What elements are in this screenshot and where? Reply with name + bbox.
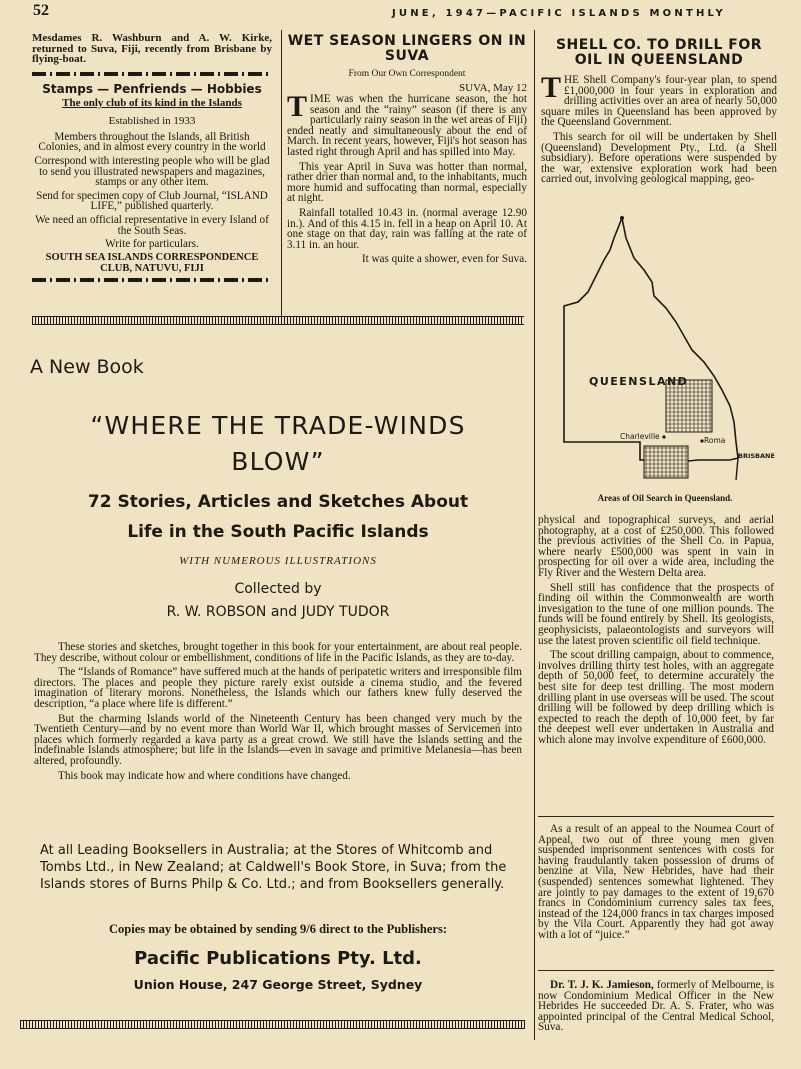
- book-title: [32, 408, 524, 480]
- divider-short: [538, 970, 774, 971]
- book-description: [34, 642, 522, 785]
- book-title-line1: “WHERE THE TRADE-WINDS: [90, 411, 466, 440]
- noumea-p1: As a result of an appeal to the Noumea Court of Appeal, two out of three young men given suspended imprisonment sentences with costs for having fraudulantly taken possession of drums of benzine at Vila, New Hebrides, have had their (suspended) sentences somewhat lightened. They are jointly to pay damages to the extent of 19,670 francs in Condominium currency sales tax fees, instead of the 124,000 francs in tax charges imposed by the Vila Court. Apparently they had got away with a lot of “juice.”: [538, 823, 774, 941]
- ad-title: Stamps — Penfriends — Hobbies: [42, 81, 262, 96]
- column-rule: [534, 30, 535, 1040]
- book-collected-by: Collected by: [234, 581, 322, 597]
- wet-season-body: [287, 90, 527, 266]
- shell-p4: Shell still has confidence that the prospects of finding oil within the Commonwealth are worth invesigation to the tune of one million pounds. The funds will be found entirely by Shell. Its geologists, geophysicists, palaeontologists and surveyors will use the latest proven scientific oil field technique.: [538, 581, 774, 647]
- book-subtitle: [32, 487, 524, 547]
- book-kicker: A New Book: [30, 356, 144, 378]
- map-label-charleville: Charleville: [620, 432, 660, 441]
- book-address: Union House, 247 George Street, Sydney: [133, 977, 423, 992]
- page-number: 52: [33, 2, 49, 19]
- club-text-representative: We need an official representative in every Island of the South Seas.: [35, 213, 269, 237]
- jamieson-lead: Dr. T. J. K. Jamieson,: [550, 979, 654, 991]
- divider-short: [538, 816, 774, 817]
- book-illustrations: WITH NUMEROUS ILLUSTRATIONS: [179, 555, 377, 567]
- wet-season-p1: IME was when the hurricane season, the hot season and the “rainy” season (if there is any particularly rainy season in the wet areas of Fiji) ended neatly and simultaneously about the end of March. In recent years, however, Fiji's hot season has lasted right through April and has spilled into May.: [287, 93, 527, 158]
- left-top-column: [32, 33, 272, 282]
- book-subtitle-line1: 72 Stories, Articles and Sketches About: [87, 492, 469, 512]
- map-label-roma: Roma: [704, 436, 726, 445]
- coast-line: [736, 458, 738, 480]
- shell-body-bottom: [538, 515, 774, 749]
- map-label-queensland: QUEENSLAND: [589, 375, 689, 388]
- jamieson-p1: formerly of Melbourne, is now Condominium Medical Officer in the New Hebrides He succeeded Dr. A. S. Frater, who was appointed principal of the Central Medical School, Suva.: [538, 979, 774, 1034]
- cape-york-dot: [620, 216, 624, 220]
- queensland-map: [560, 210, 785, 510]
- shell-p5: The scout drilling campaign, about to commence, involves drilling thirty test holes, with an aggregate depth of 50,000 feet, to determine accurately the best site for deep test drilling. The most modern drilling plant in use overseas will be used. The scout drilling will be followed by deep drilling which is expected to reach the depth of 10,000 feet, by far the deepest well ever undertaken in Australia and which alone may involve expenditure of £600,000.: [538, 649, 774, 746]
- search-area-south: [644, 446, 688, 478]
- book-stockists: At all Leading Booksellers in Australia; at the Stores of Whitcomb and Tombs Ltd., in New Zealand; at Caldwell's Book Store, in Suva; from the Islands stores of Burns Philp & Co. Ltd.; and from Booksellers generally.: [40, 843, 507, 892]
- club-text-members: Members throughout the Islands, all British Colonies, and in almost every country in the world: [38, 130, 266, 154]
- drop-cap: T: [541, 71, 562, 104]
- section-divider: [32, 316, 524, 325]
- shell-p3: physical and topographical surveys, and aerial photography, at a cost of £250,000. This followed the previous activities of the Shell Co. in Papua, where nearly £500,000 was spent in vain in prospecting for oil over a wide area, including the Fly River and the Western Delta area.: [538, 514, 774, 579]
- jamieson-article: [538, 980, 774, 1037]
- notice-washburn: Mesdames R. Washburn and A. W. Kirke, returned to Suva, Fiji, recently from Brisbane by flying-boat.: [32, 32, 272, 66]
- bottom-divider: [20, 1020, 525, 1029]
- drop-cap: T: [287, 90, 308, 123]
- book-p3: But the charming Islands world of the Nineteenth Century has been changed very much by the Twentieth Century—and by no event more than World War II, which brought masses of Servicemen into places which formerly regarded a kava party as a great crowd. We still have the Islands setting and the indefinable Islands atmosphere; but life in the Islands—even in savage and primitive Melanesia—has been altered, profoundly.: [34, 712, 522, 767]
- shell-article: [541, 38, 777, 189]
- book-authors: R. W. ROBSON and JUDY TUDOR: [166, 604, 390, 620]
- book-publisher: Pacific Publications Pty. Ltd.: [134, 948, 422, 969]
- book-copies: Copies may be obtained by sending 9/6 direct to the Publishers:: [109, 922, 447, 936]
- shell-p1: HE Shell Company's four-year plan, to spend £1,000,000 in four years in exploration and drilling activities over an area of nearly 50,000 square miles in Queensland has been approved by the Queensland Government.: [541, 74, 777, 129]
- dateline: SUVA, May 12: [459, 82, 527, 94]
- club-text-journal: Send for specimen copy of Club Journal, “ISLAND LIFE,” published quarterly.: [36, 189, 268, 213]
- wet-season-p3: Rainfall totalled 10.43 in. (normal average 12.90 in.). And of this 4.15 in. fell in a heap on April 10. At one stage on that day, rain was falling at the rate of 3.11 in. an hour.: [287, 206, 527, 251]
- wet-season-p2: This year April in Suva was hotter than normal, rather drier than normal and, to the inhabitants, much more humid and suffocating than normal, especially at night.: [287, 160, 527, 205]
- club-name: SOUTH SEA ISLANDS CORRESPONDENCE CLUB, NATUVU, FIJI: [45, 251, 259, 274]
- book-subtitle-line2: Life in the South Pacific Islands: [127, 522, 429, 542]
- ornamental-rule-bottom: [32, 278, 272, 282]
- book-p2: The “Islands of Romance” have suffered much at the hands of peripatetic writers and irresponsible film directors. The places and people they picture rarely exist outside a cinema studio, and the fevered imagination of literary morons. Nonetheless, the Islands which our fathers knew fully deserved the description, “a place where life is different.”: [34, 666, 522, 710]
- map-label-brisbane: BRISBANE: [738, 452, 775, 460]
- map-caption: Areas of Oil Search in Queensland.: [597, 493, 733, 503]
- shell-p2: This search for oil will be undertaken by Shell (Queensland) Development Pty., Ltd. (a Shell subsidiary). Before operations were suspended by the war, extensive exploration work had been carried out, involving geological mapping, geo-: [541, 130, 777, 186]
- wet-season-headline: WET SEASON LINGERS ON IN SUVA: [287, 33, 527, 64]
- wet-season-p4: It was quite a shower, even for Suva.: [361, 253, 527, 266]
- shell-headline: SHELL CO. TO DRILL FOR OIL IN QUEENSLAND: [555, 37, 763, 68]
- wet-season-article: [287, 34, 527, 269]
- club-text-write: Write for particulars.: [105, 238, 199, 251]
- ad-subtitle: The only club of its kind in the Islands: [62, 96, 242, 109]
- noumea-article: [538, 824, 774, 945]
- masthead: JUNE, 1947—PACIFIC ISLANDS MONTHLY: [392, 8, 726, 19]
- ornamental-rule: [32, 72, 272, 76]
- column-rule: [281, 30, 282, 316]
- book-p4: This book may indicate how and where conditions have changed.: [58, 769, 351, 782]
- book-title-line2: BLOW”: [231, 447, 325, 476]
- club-text-correspond: Correspond with interesting people who will be glad to send you illustrated newspapers and magazines, stamps or any other item.: [34, 154, 270, 189]
- shell-body-top: [541, 71, 777, 186]
- byline: From Our Own Correspondent: [348, 69, 466, 79]
- established-line: Established in 1933: [108, 114, 196, 127]
- book-p1: These stories and sketches, brought together in this book for your entertainment, are about real people. They describe, without colour or embellishment, conditions of life in the Pacific Islands, as they are to-day.: [34, 641, 522, 664]
- charleville-dot: [662, 435, 665, 438]
